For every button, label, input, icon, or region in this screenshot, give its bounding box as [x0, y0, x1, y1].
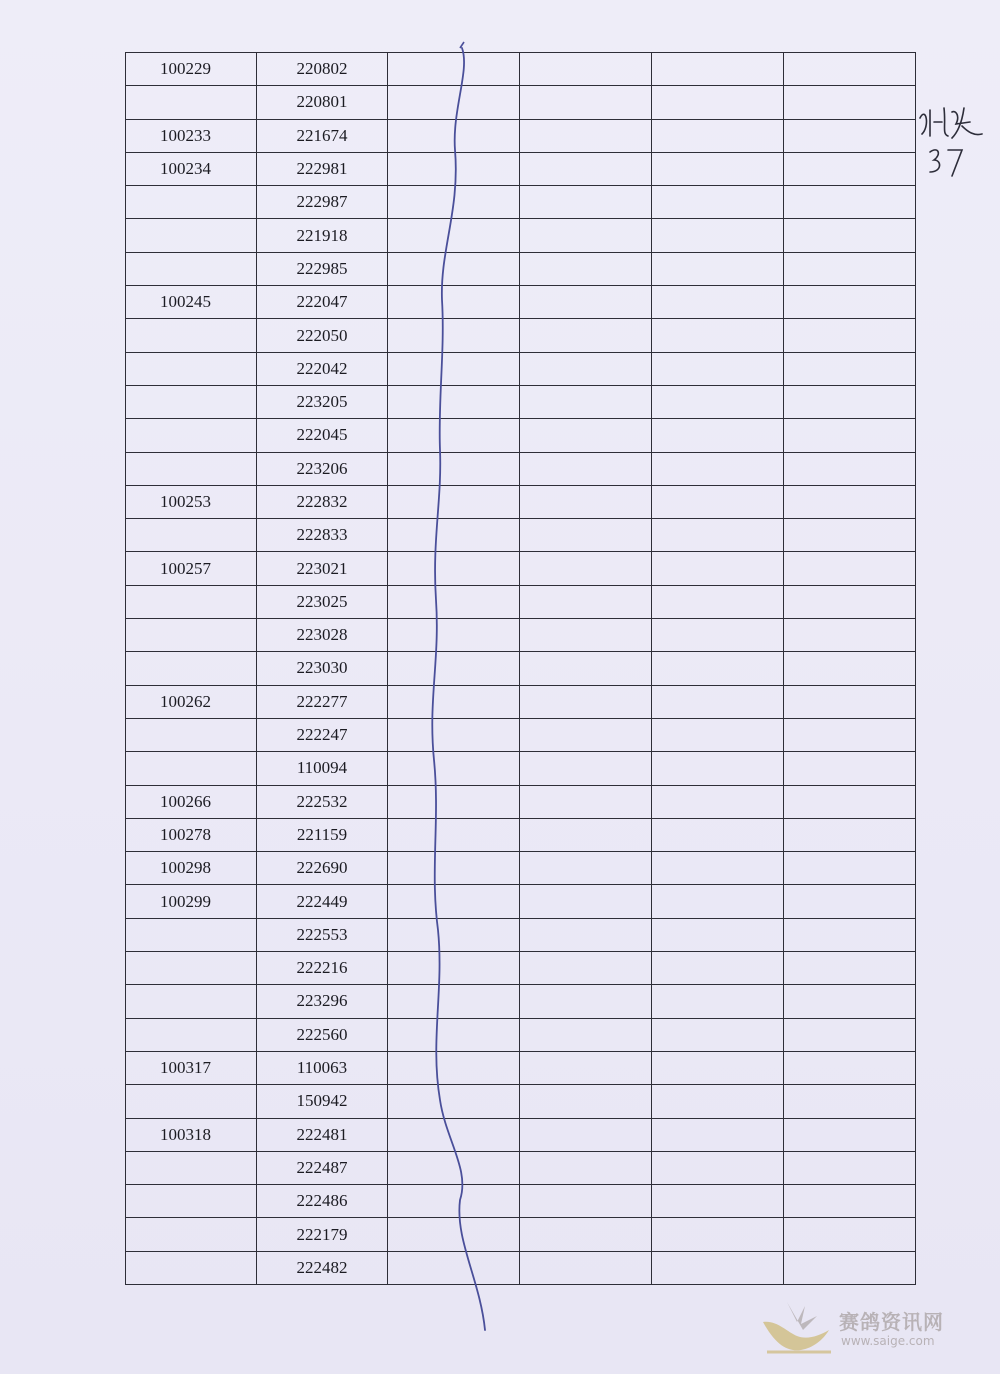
- owner-id-cell: [126, 1085, 257, 1118]
- table-row: [126, 985, 916, 1018]
- empty-cell: [388, 1151, 520, 1184]
- empty-cell: [784, 286, 916, 319]
- table-row: [126, 752, 916, 785]
- watermark-url: www.saige.com: [841, 1334, 935, 1348]
- owner-id-cell: [126, 419, 257, 452]
- ring-number-cell: 223030: [257, 652, 388, 685]
- table-row: [126, 552, 916, 585]
- ring-number-cell: 223025: [257, 585, 388, 618]
- table-row: [126, 1251, 916, 1284]
- owner-id-cell: [126, 652, 257, 685]
- empty-cell: [388, 186, 520, 219]
- empty-cell: [388, 752, 520, 785]
- empty-cell: [520, 1118, 652, 1151]
- ring-number-cell: 222449: [257, 885, 388, 918]
- empty-cell: [784, 918, 916, 951]
- empty-cell: [652, 1051, 784, 1084]
- empty-cell: [388, 985, 520, 1018]
- empty-cell: [388, 818, 520, 851]
- ring-number-cell: 222486: [257, 1185, 388, 1218]
- empty-cell: [784, 818, 916, 851]
- ring-number-cell: 222560: [257, 1018, 388, 1051]
- table-row: [126, 785, 916, 818]
- empty-cell: [652, 286, 784, 319]
- empty-cell: [784, 652, 916, 685]
- table-row: [126, 652, 916, 685]
- empty-cell: [652, 1118, 784, 1151]
- empty-cell: [388, 1051, 520, 1084]
- ring-number-cell: 222050: [257, 319, 388, 352]
- owner-id-cell: 100317: [126, 1051, 257, 1084]
- empty-cell: [520, 885, 652, 918]
- ring-number-cell: 222987: [257, 186, 388, 219]
- empty-cell: [784, 519, 916, 552]
- owner-id-cell: 100234: [126, 152, 257, 185]
- empty-cell: [520, 1018, 652, 1051]
- ring-number-cell: 222247: [257, 718, 388, 751]
- empty-cell: [652, 585, 784, 618]
- empty-cell: [784, 419, 916, 452]
- empty-cell: [652, 785, 784, 818]
- owner-id-cell: [126, 519, 257, 552]
- ring-number-cell: 150942: [257, 1085, 388, 1118]
- empty-cell: [388, 552, 520, 585]
- empty-cell: [520, 1085, 652, 1118]
- table-row: [126, 1018, 916, 1051]
- empty-cell: [652, 219, 784, 252]
- table-row: [126, 53, 916, 86]
- empty-cell: [784, 1251, 916, 1284]
- empty-cell: [652, 1151, 784, 1184]
- ring-number-cell: 220802: [257, 53, 388, 86]
- empty-cell: [388, 53, 520, 86]
- empty-cell: [652, 652, 784, 685]
- empty-cell: [388, 1185, 520, 1218]
- empty-cell: [784, 985, 916, 1018]
- table-row: [126, 252, 916, 285]
- empty-cell: [652, 119, 784, 152]
- empty-cell: [388, 885, 520, 918]
- ring-number-cell: 222482: [257, 1251, 388, 1284]
- owner-id-cell: [126, 319, 257, 352]
- table-row: [126, 519, 916, 552]
- owner-id-cell: [126, 585, 257, 618]
- empty-cell: [652, 1218, 784, 1251]
- empty-cell: [388, 952, 520, 985]
- table-row: [126, 485, 916, 518]
- empty-cell: [520, 619, 652, 652]
- owner-id-cell: [126, 219, 257, 252]
- empty-cell: [784, 752, 916, 785]
- empty-cell: [784, 452, 916, 485]
- owner-id-cell: 100257: [126, 552, 257, 585]
- empty-cell: [388, 718, 520, 751]
- ring-number-cell: 222832: [257, 485, 388, 518]
- empty-cell: [652, 918, 784, 951]
- empty-cell: [784, 718, 916, 751]
- record-table: [125, 52, 916, 1285]
- table-row: [126, 818, 916, 851]
- empty-cell: [652, 818, 784, 851]
- table-row: [126, 352, 916, 385]
- owner-id-cell: [126, 952, 257, 985]
- empty-cell: [388, 485, 520, 518]
- empty-cell: [784, 152, 916, 185]
- empty-cell: [388, 86, 520, 119]
- table-row: [126, 952, 916, 985]
- empty-cell: [784, 619, 916, 652]
- empty-cell: [652, 352, 784, 385]
- empty-cell: [784, 1118, 916, 1151]
- owner-id-cell: 100278: [126, 818, 257, 851]
- site-watermark: [757, 1292, 967, 1362]
- owner-id-cell: 100233: [126, 119, 257, 152]
- empty-cell: [784, 319, 916, 352]
- empty-cell: [520, 385, 652, 418]
- empty-cell: [388, 385, 520, 418]
- empty-cell: [520, 286, 652, 319]
- empty-cell: [520, 818, 652, 851]
- ring-number-cell: 223206: [257, 452, 388, 485]
- empty-cell: [784, 885, 916, 918]
- empty-cell: [520, 918, 652, 951]
- empty-cell: [520, 685, 652, 718]
- empty-cell: [388, 519, 520, 552]
- ring-number-cell: 222985: [257, 252, 388, 285]
- ring-number-cell: 221674: [257, 119, 388, 152]
- empty-cell: [520, 152, 652, 185]
- empty-cell: [652, 1018, 784, 1051]
- owner-id-cell: [126, 452, 257, 485]
- empty-cell: [652, 186, 784, 219]
- empty-cell: [520, 785, 652, 818]
- empty-cell: [784, 86, 916, 119]
- empty-cell: [388, 619, 520, 652]
- table-row: [126, 286, 916, 319]
- table-row: [126, 1151, 916, 1184]
- empty-cell: [388, 419, 520, 452]
- ring-number-cell: 222045: [257, 419, 388, 452]
- owner-id-cell: [126, 1151, 257, 1184]
- empty-cell: [784, 785, 916, 818]
- table-row: [126, 918, 916, 951]
- empty-cell: [388, 652, 520, 685]
- empty-cell: [652, 419, 784, 452]
- empty-cell: [388, 252, 520, 285]
- empty-cell: [520, 1251, 652, 1284]
- empty-cell: [652, 718, 784, 751]
- empty-cell: [784, 1018, 916, 1051]
- empty-cell: [652, 86, 784, 119]
- owner-id-cell: [126, 1218, 257, 1251]
- empty-cell: [784, 1085, 916, 1118]
- table-row: [126, 1051, 916, 1084]
- empty-cell: [520, 53, 652, 86]
- empty-cell: [784, 552, 916, 585]
- table-row: [126, 1218, 916, 1251]
- empty-cell: [520, 585, 652, 618]
- ring-number-cell: 222047: [257, 286, 388, 319]
- owner-id-cell: 100253: [126, 485, 257, 518]
- empty-cell: [388, 685, 520, 718]
- ring-number-cell: 222833: [257, 519, 388, 552]
- owner-id-cell: [126, 1251, 257, 1284]
- record-table-body: [126, 53, 916, 1285]
- ring-number-cell: 222553: [257, 918, 388, 951]
- table-row: [126, 319, 916, 352]
- table-row: [126, 1085, 916, 1118]
- empty-cell: [520, 252, 652, 285]
- empty-cell: [784, 1151, 916, 1184]
- empty-cell: [652, 385, 784, 418]
- empty-cell: [652, 53, 784, 86]
- empty-cell: [784, 485, 916, 518]
- empty-cell: [520, 186, 652, 219]
- ring-number-cell: 110094: [257, 752, 388, 785]
- empty-cell: [784, 1185, 916, 1218]
- ring-number-cell: 222481: [257, 1118, 388, 1151]
- owner-id-cell: [126, 186, 257, 219]
- empty-cell: [520, 852, 652, 885]
- empty-cell: [388, 319, 520, 352]
- empty-cell: [652, 885, 784, 918]
- empty-cell: [652, 519, 784, 552]
- ring-number-cell: 220801: [257, 86, 388, 119]
- empty-cell: [784, 352, 916, 385]
- empty-cell: [652, 319, 784, 352]
- owner-id-cell: [126, 985, 257, 1018]
- table-row: [126, 452, 916, 485]
- owner-id-cell: [126, 352, 257, 385]
- empty-cell: [784, 219, 916, 252]
- ring-number-cell: 223296: [257, 985, 388, 1018]
- ring-number-cell: 222216: [257, 952, 388, 985]
- empty-cell: [520, 1185, 652, 1218]
- empty-cell: [784, 952, 916, 985]
- empty-cell: [652, 952, 784, 985]
- empty-cell: [388, 352, 520, 385]
- empty-cell: [520, 752, 652, 785]
- empty-cell: [520, 985, 652, 1018]
- empty-cell: [652, 752, 784, 785]
- empty-cell: [520, 1051, 652, 1084]
- ring-number-cell: 223021: [257, 552, 388, 585]
- ring-number-cell: 222487: [257, 1151, 388, 1184]
- empty-cell: [652, 252, 784, 285]
- empty-cell: [520, 219, 652, 252]
- empty-cell: [652, 152, 784, 185]
- empty-cell: [652, 619, 784, 652]
- owner-id-cell: [126, 619, 257, 652]
- empty-cell: [388, 785, 520, 818]
- empty-cell: [388, 1118, 520, 1151]
- empty-cell: [784, 1218, 916, 1251]
- empty-cell: [520, 1218, 652, 1251]
- empty-cell: [388, 1251, 520, 1284]
- owner-id-cell: [126, 718, 257, 751]
- empty-cell: [388, 286, 520, 319]
- empty-cell: [652, 985, 784, 1018]
- empty-cell: [388, 119, 520, 152]
- empty-cell: [520, 319, 652, 352]
- empty-cell: [388, 152, 520, 185]
- ring-number-cell: 222690: [257, 852, 388, 885]
- owner-id-cell: 100229: [126, 53, 257, 86]
- ring-number-cell: 222042: [257, 352, 388, 385]
- empty-cell: [652, 1251, 784, 1284]
- ring-number-cell: 110063: [257, 1051, 388, 1084]
- empty-cell: [784, 585, 916, 618]
- pigeon-logo-icon: [757, 1292, 839, 1362]
- empty-cell: [784, 385, 916, 418]
- ring-number-cell: 221159: [257, 818, 388, 851]
- empty-cell: [388, 219, 520, 252]
- empty-cell: [784, 852, 916, 885]
- empty-cell: [520, 552, 652, 585]
- owner-id-cell: [126, 385, 257, 418]
- empty-cell: [520, 485, 652, 518]
- ring-number-cell: 223205: [257, 385, 388, 418]
- owner-id-cell: 100298: [126, 852, 257, 885]
- ring-number-cell: 222277: [257, 685, 388, 718]
- ring-number-cell: 221918: [257, 219, 388, 252]
- empty-cell: [520, 652, 652, 685]
- empty-cell: [784, 53, 916, 86]
- empty-cell: [652, 685, 784, 718]
- table-row: [126, 86, 916, 119]
- table-row: [126, 1185, 916, 1218]
- watermark-site-name: 赛鸽资讯网: [839, 1310, 944, 1334]
- empty-cell: [784, 252, 916, 285]
- ring-number-cell: 222532: [257, 785, 388, 818]
- empty-cell: [520, 419, 652, 452]
- table-row: [126, 852, 916, 885]
- table-row: [126, 385, 916, 418]
- empty-cell: [652, 452, 784, 485]
- empty-cell: [652, 485, 784, 518]
- empty-cell: [520, 119, 652, 152]
- owner-id-cell: 100299: [126, 885, 257, 918]
- table-row: [126, 619, 916, 652]
- table-row: [126, 186, 916, 219]
- table-row: [126, 718, 916, 751]
- table-row: [126, 219, 916, 252]
- empty-cell: [652, 552, 784, 585]
- empty-cell: [784, 186, 916, 219]
- empty-cell: [388, 1085, 520, 1118]
- empty-cell: [652, 1085, 784, 1118]
- owner-id-cell: 100262: [126, 685, 257, 718]
- empty-cell: [388, 852, 520, 885]
- empty-cell: [652, 852, 784, 885]
- table-row: [126, 1118, 916, 1151]
- empty-cell: [784, 119, 916, 152]
- table-row: [126, 885, 916, 918]
- owner-id-cell: [126, 86, 257, 119]
- owner-id-cell: 100266: [126, 785, 257, 818]
- owner-id-cell: [126, 752, 257, 785]
- empty-cell: [652, 1185, 784, 1218]
- table-row: [126, 585, 916, 618]
- handwritten-note: [912, 96, 992, 186]
- empty-cell: [520, 352, 652, 385]
- empty-cell: [388, 918, 520, 951]
- owner-id-cell: 100318: [126, 1118, 257, 1151]
- table-row: [126, 152, 916, 185]
- empty-cell: [520, 1151, 652, 1184]
- empty-cell: [784, 685, 916, 718]
- owner-id-cell: [126, 1185, 257, 1218]
- empty-cell: [388, 1018, 520, 1051]
- empty-cell: [520, 718, 652, 751]
- owner-id-cell: [126, 918, 257, 951]
- table-row: [126, 119, 916, 152]
- ring-number-cell: 222179: [257, 1218, 388, 1251]
- empty-cell: [388, 1218, 520, 1251]
- empty-cell: [388, 585, 520, 618]
- empty-cell: [520, 452, 652, 485]
- handwritten-note-glyph: [912, 96, 992, 186]
- empty-cell: [520, 86, 652, 119]
- table-row: [126, 419, 916, 452]
- empty-cell: [520, 952, 652, 985]
- empty-cell: [520, 519, 652, 552]
- ring-number-cell: 222981: [257, 152, 388, 185]
- owner-id-cell: [126, 1018, 257, 1051]
- empty-cell: [388, 452, 520, 485]
- owner-id-cell: [126, 252, 257, 285]
- owner-id-cell: 100245: [126, 286, 257, 319]
- empty-cell: [784, 1051, 916, 1084]
- table-row: [126, 685, 916, 718]
- ring-number-cell: 223028: [257, 619, 388, 652]
